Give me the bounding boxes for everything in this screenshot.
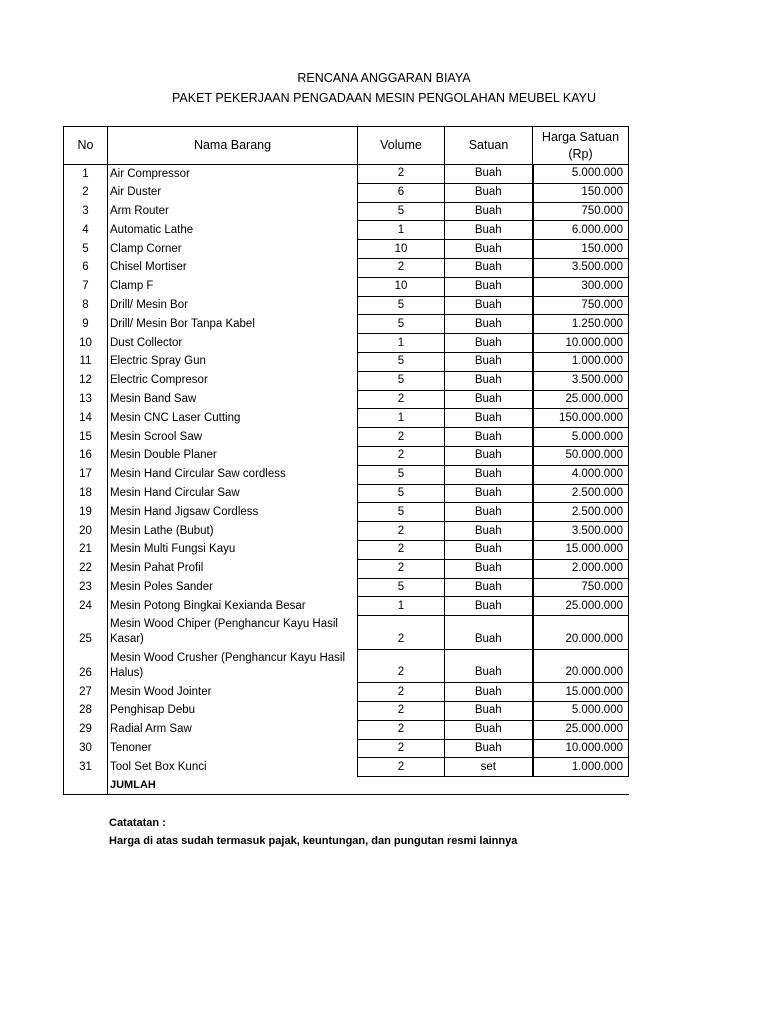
row-name: Radial Arm Saw	[108, 720, 358, 739]
header-price	[533, 127, 629, 165]
row-price: 10.000.000	[533, 334, 629, 353]
row-no: 5	[64, 240, 108, 259]
row-volume: 5	[358, 202, 445, 221]
row-price: 2.500.000	[533, 503, 629, 522]
table-row	[64, 315, 629, 334]
row-name: Drill/ Mesin Bor Tanpa Kabel	[108, 315, 358, 334]
table-row	[64, 649, 629, 683]
table-row	[64, 758, 629, 777]
row-name: Mesin Lathe (Bubut)	[108, 522, 358, 541]
row-no: 18	[64, 484, 108, 503]
table-row	[64, 296, 629, 315]
row-price: 150.000.000	[533, 409, 629, 428]
row-name: Mesin Hand Jigsaw Cordless	[108, 503, 358, 522]
table-row	[64, 352, 629, 371]
row-name: Arm Router	[108, 202, 358, 221]
row-unit: Buah	[445, 616, 533, 650]
row-volume: 2	[358, 720, 445, 739]
row-unit: Buah	[445, 597, 533, 616]
table-row	[64, 428, 629, 447]
row-no: 27	[64, 683, 108, 702]
header-no: No	[64, 127, 108, 165]
row-price: 15.000.000	[533, 540, 629, 559]
row-unit: Buah	[445, 720, 533, 739]
row-unit: Buah	[445, 701, 533, 720]
row-name: Tool Set Box Kunci	[108, 758, 358, 777]
row-price: 1.250.000	[533, 315, 629, 334]
row-unit: Buah	[445, 240, 533, 259]
row-volume: 2	[358, 390, 445, 409]
header-unit: Satuan	[445, 127, 533, 165]
row-volume: 1	[358, 221, 445, 240]
row-name: Automatic Lathe	[108, 221, 358, 240]
row-name: Air Duster	[108, 183, 358, 202]
table-row	[64, 258, 629, 277]
row-no: 7	[64, 277, 108, 296]
row-unit: Buah	[445, 409, 533, 428]
row-unit: Buah	[445, 277, 533, 296]
table-row	[64, 334, 629, 353]
row-name: Penghisap Debu	[108, 701, 358, 720]
row-volume: 5	[358, 503, 445, 522]
header-name: Nama Barang	[108, 127, 358, 165]
table-row	[64, 165, 629, 184]
row-name: Mesin Wood Crusher (Penghancur Kayu Hasil Halus)	[108, 649, 358, 683]
row-volume: 2	[358, 446, 445, 465]
row-volume: 5	[358, 352, 445, 371]
row-name: Mesin CNC Laser Cutting	[108, 409, 358, 428]
row-no: 4	[64, 221, 108, 240]
row-price: 3.500.000	[533, 522, 629, 541]
row-name: Mesin Hand Circular Saw	[108, 484, 358, 503]
row-volume: 2	[358, 522, 445, 541]
row-unit: Buah	[445, 183, 533, 202]
row-volume: 1	[358, 334, 445, 353]
row-price: 1.000.000	[533, 758, 629, 777]
row-name: Mesin Wood Jointer	[108, 683, 358, 702]
table-footer	[64, 777, 629, 795]
row-name: Drill/ Mesin Bor	[108, 296, 358, 315]
row-no: 20	[64, 522, 108, 541]
row-no: 31	[64, 758, 108, 777]
table-row	[64, 484, 629, 503]
row-unit: Buah	[445, 578, 533, 597]
row-name: Chisel Mortiser	[108, 258, 358, 277]
row-price: 10.000.000	[533, 739, 629, 758]
table-row	[64, 277, 629, 296]
row-unit: Buah	[445, 371, 533, 390]
row-unit: Buah	[445, 484, 533, 503]
table-row	[64, 446, 629, 465]
row-name: Tenoner	[108, 739, 358, 758]
total-unit-cell	[445, 777, 533, 795]
table-row	[64, 578, 629, 597]
row-name: Mesin Potong Bingkai Kexianda Besar	[108, 597, 358, 616]
row-unit: Buah	[445, 428, 533, 447]
row-price: 750.000	[533, 578, 629, 597]
row-volume: 2	[358, 683, 445, 702]
row-no: 24	[64, 597, 108, 616]
row-no: 9	[64, 315, 108, 334]
row-unit: Buah	[445, 649, 533, 683]
row-no: 25	[64, 616, 108, 650]
total-volume-cell	[358, 777, 445, 795]
header-price-line2: (Rp)	[568, 146, 593, 161]
row-unit: Buah	[445, 522, 533, 541]
row-volume: 2	[358, 165, 445, 184]
row-volume: 2	[358, 559, 445, 578]
table-row	[64, 503, 629, 522]
table-row	[64, 390, 629, 409]
table-row	[64, 701, 629, 720]
row-volume: 2	[358, 701, 445, 720]
row-no: 10	[64, 334, 108, 353]
row-price: 50.000.000	[533, 446, 629, 465]
table-row	[64, 409, 629, 428]
row-no: 11	[64, 352, 108, 371]
row-price: 5.000.000	[533, 165, 629, 184]
row-no: 17	[64, 465, 108, 484]
row-no: 28	[64, 701, 108, 720]
row-name: Mesin Pahat Profil	[108, 559, 358, 578]
row-no: 2	[64, 183, 108, 202]
table-row	[64, 540, 629, 559]
row-no: 13	[64, 390, 108, 409]
row-unit: Buah	[445, 221, 533, 240]
row-no: 19	[64, 503, 108, 522]
row-price: 750.000	[533, 296, 629, 315]
table-row	[64, 221, 629, 240]
row-volume: 1	[358, 597, 445, 616]
row-volume: 10	[358, 277, 445, 296]
row-volume: 5	[358, 484, 445, 503]
row-price: 150.000	[533, 240, 629, 259]
row-unit: Buah	[445, 352, 533, 371]
row-price: 25.000.000	[533, 720, 629, 739]
row-name: Mesin Double Planer	[108, 446, 358, 465]
table-body	[64, 165, 629, 777]
row-unit: Buah	[445, 683, 533, 702]
table-row	[64, 597, 629, 616]
row-name: Mesin Poles Sander	[108, 578, 358, 597]
row-volume: 10	[358, 240, 445, 259]
table-row	[64, 720, 629, 739]
row-volume: 2	[358, 540, 445, 559]
row-unit: Buah	[445, 315, 533, 334]
row-volume: 5	[358, 315, 445, 334]
row-unit: Buah	[445, 296, 533, 315]
row-unit: Buah	[445, 540, 533, 559]
row-no: 6	[64, 258, 108, 277]
row-price: 2.500.000	[533, 484, 629, 503]
row-volume: 5	[358, 371, 445, 390]
row-price: 150.000	[533, 183, 629, 202]
row-unit: Buah	[445, 334, 533, 353]
row-unit: Buah	[445, 559, 533, 578]
row-price: 1.000.000	[533, 352, 629, 371]
row-name: Electric Spray Gun	[108, 352, 358, 371]
header-volume: Volume	[358, 127, 445, 165]
row-price: 300.000	[533, 277, 629, 296]
row-no: 3	[64, 202, 108, 221]
row-no: 23	[64, 578, 108, 597]
row-no: 29	[64, 720, 108, 739]
row-no: 26	[64, 649, 108, 683]
row-unit: Buah	[445, 739, 533, 758]
row-unit: Buah	[445, 503, 533, 522]
document-title: RENCANA ANGGARAN BIAYA	[297, 71, 471, 85]
table-row	[64, 371, 629, 390]
row-unit: Buah	[445, 446, 533, 465]
row-no: 1	[64, 165, 108, 184]
row-no: 21	[64, 540, 108, 559]
row-volume: 2	[358, 649, 445, 683]
row-name: Mesin Hand Circular Saw cordless	[108, 465, 358, 484]
row-name: Air Compressor	[108, 165, 358, 184]
total-row	[64, 777, 629, 795]
row-name: Mesin Wood Chiper (Penghancur Kayu Hasil Kasar)	[108, 616, 358, 650]
row-price: 750.000	[533, 202, 629, 221]
row-volume: 6	[358, 183, 445, 202]
row-volume: 2	[358, 616, 445, 650]
row-no: 16	[64, 446, 108, 465]
row-volume: 2	[358, 739, 445, 758]
row-volume: 2	[358, 758, 445, 777]
row-unit: Buah	[445, 390, 533, 409]
row-price: 6.000.000	[533, 221, 629, 240]
row-name: Clamp Corner	[108, 240, 358, 259]
row-volume: 5	[358, 296, 445, 315]
row-volume: 2	[358, 258, 445, 277]
budget-table	[63, 126, 629, 795]
row-name: Dust Collector	[108, 334, 358, 353]
header-price-line1: Harga Satuan	[541, 129, 620, 144]
row-price: 25.000.000	[533, 597, 629, 616]
table-row	[64, 202, 629, 221]
table-row	[64, 522, 629, 541]
row-unit: Buah	[445, 202, 533, 221]
row-unit: set	[445, 758, 533, 777]
note-text: Harga di atas sudah termasuk pajak, keuntungan, dan pungutan resmi lainnya	[109, 835, 518, 847]
total-label: JUMLAH	[108, 777, 358, 795]
document-subtitle: PAKET PEKERJAAN PENGADAAN MESIN PENGOLAHAN MEUBEL KAYU	[172, 91, 596, 105]
row-unit: Buah	[445, 465, 533, 484]
row-price: 20.000.000	[533, 649, 629, 683]
table-row	[64, 683, 629, 702]
row-price: 15.000.000	[533, 683, 629, 702]
row-price: 4.000.000	[533, 465, 629, 484]
note-label: Catatatan :	[109, 817, 166, 829]
row-no: 22	[64, 559, 108, 578]
table-row	[64, 616, 629, 650]
row-name: Clamp F	[108, 277, 358, 296]
row-no: 12	[64, 371, 108, 390]
row-no: 8	[64, 296, 108, 315]
row-no: 15	[64, 428, 108, 447]
total-no-cell	[64, 777, 108, 795]
row-name: Electric Compresor	[108, 371, 358, 390]
row-volume: 2	[358, 428, 445, 447]
row-price: 5.000.000	[533, 701, 629, 720]
table-row	[64, 465, 629, 484]
row-price: 2.000.000	[533, 559, 629, 578]
row-volume: 1	[358, 409, 445, 428]
row-volume: 5	[358, 578, 445, 597]
table-row	[64, 739, 629, 758]
row-no: 30	[64, 739, 108, 758]
row-price: 3.500.000	[533, 371, 629, 390]
row-price: 20.000.000	[533, 616, 629, 650]
row-no: 14	[64, 409, 108, 428]
row-unit: Buah	[445, 165, 533, 184]
row-unit: Buah	[445, 258, 533, 277]
row-name: Mesin Multi Fungsi Kayu	[108, 540, 358, 559]
row-price: 3.500.000	[533, 258, 629, 277]
table-row	[64, 183, 629, 202]
table-header	[64, 127, 629, 165]
row-name: Mesin Scrool Saw	[108, 428, 358, 447]
row-volume: 5	[358, 465, 445, 484]
total-price-cell	[533, 777, 629, 795]
row-price: 5.000.000	[533, 428, 629, 447]
table-row	[64, 240, 629, 259]
table-row	[64, 559, 629, 578]
row-price: 25.000.000	[533, 390, 629, 409]
row-name: Mesin Band Saw	[108, 390, 358, 409]
